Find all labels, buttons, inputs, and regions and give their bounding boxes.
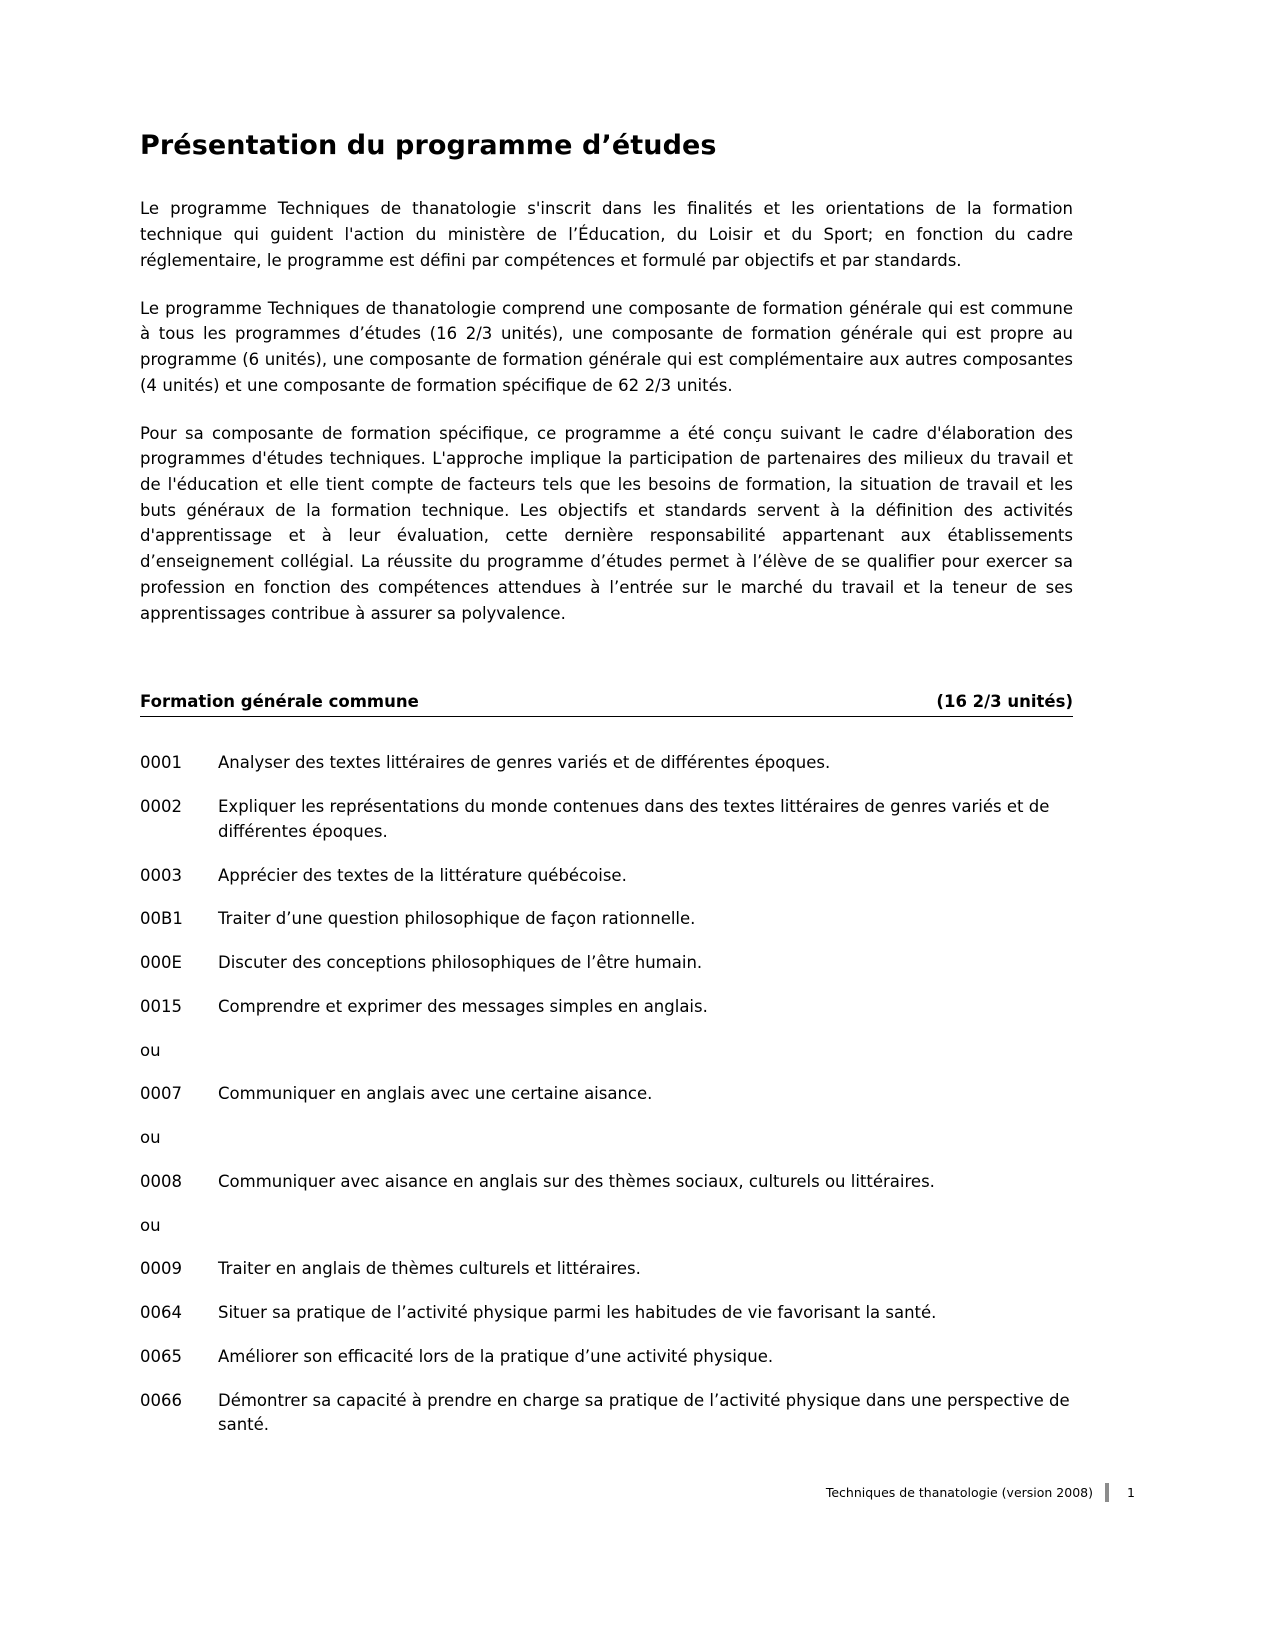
list-item-alternative-separator [140, 1039, 1073, 1064]
list-item-alternative-separator [140, 1126, 1073, 1151]
list-item [140, 1345, 1073, 1370]
list-item-alternative-separator [140, 1214, 1073, 1239]
competency-code: 0064 [140, 1303, 182, 1323]
footer-divider [1105, 1483, 1109, 1502]
competency-text: Améliorer son efficacité lors de la pratique d’une activité physique. [218, 1346, 774, 1366]
page-number: 1 [1127, 1485, 1135, 1500]
competency-code: 0007 [140, 1084, 182, 1104]
section-units-label: (16 2/3 unités) [936, 692, 1073, 712]
list-item [140, 795, 1073, 845]
section-header-formation-generale-commune [140, 692, 1073, 717]
competency-code: 0003 [140, 865, 182, 885]
competency-code: 00B1 [140, 909, 183, 929]
alternative-label: ou [140, 1040, 161, 1060]
competency-text: Comprendre et exprimer des messages simples en anglais. [218, 996, 708, 1016]
competency-code: 0002 [140, 797, 182, 817]
competency-text: Analyser des textes littéraires de genres variés et de différentes époques. [218, 753, 831, 773]
list-item [140, 951, 1073, 976]
competency-code: 0008 [140, 1171, 182, 1191]
competency-text [218, 1214, 1073, 1239]
intro-paragraph-3: Pour sa composante de formation spécifique, ce programme a été conçu suivant le cadre d'élaboration des programmes d'études techniques. L'approche implique la participation de partenaires des milieux du travail et de l'éducation et elle tient compte de facteurs tels que les besoins de formation, la situation de travail et les buts généraux de la formation technique. Les objectifs et standards servent à la définition des activités d'apprentissage et à leur évaluation, cette dernière responsabilité appartenant aux établissements d’enseignement collégial. La réussite du programme d’études permet à l’élève de se qualifier pour exercer sa profession en fonction des compétences attendues à l’entrée sur le marché du travail et la teneur de ses apprentissages contribue à assurer sa polyvalence. [140, 423, 1073, 623]
list-item [140, 907, 1073, 932]
section-heading-label: Formation générale commune [140, 692, 419, 712]
list-item [140, 995, 1073, 1020]
competency-list [140, 751, 1073, 1438]
competency-code: 0066 [140, 1390, 182, 1410]
competency-text: Démontrer sa capacité à prendre en charge sa pratique de l’activité physique dans une perspective de santé. [218, 1390, 1070, 1435]
competency-text: Situer sa pratique de l’activité physique parmi les habitudes de vie favorisant la santé. [218, 1303, 937, 1323]
intro-paragraph-2: Le programme Techniques de thanatologie comprend une composante de formation générale qui est commune à tous les programmes d’études (16 2/3 unités), une composante de formation générale qui est propre au programme (6 unités), une composante de formation générale qui est complémentaire aux autres composantes (4 unités) et une composante de formation spécifique de 62 2/3 unités. [140, 298, 1073, 395]
competency-text: Discuter des conceptions philosophiques de l’être humain. [218, 953, 703, 973]
footer-document-label: Techniques de thanatologie (version 2008) [825, 1485, 1093, 1500]
competency-text: Communiquer en anglais avec une certaine aisance. [218, 1084, 653, 1104]
competency-code: 0009 [140, 1259, 182, 1279]
alternative-label: ou [140, 1215, 161, 1235]
competency-text [218, 1039, 1073, 1064]
competency-code: 0065 [140, 1346, 182, 1366]
competency-code: 000E [140, 953, 182, 973]
competency-code: 0001 [140, 753, 182, 773]
list-item [140, 1170, 1073, 1195]
competency-text: Traiter d’une question philosophique de façon rationnelle. [218, 909, 696, 929]
document-body [140, 130, 1073, 1457]
list-item [140, 1389, 1073, 1439]
intro-paragraph-1: Le programme Techniques de thanatologie s'inscrit dans les finalités et les orientations de la formation technique qui guident l'action du ministère de l’Éducation, du Loisir et du Sport; en fonction du cadre réglementaire, le programme est défini par compétences et formulé par objectifs et par standards. [140, 199, 1073, 270]
list-item [140, 864, 1073, 889]
competency-text: Communiquer avec aisance en anglais sur des thèmes sociaux, culturels ou littéraires. [218, 1171, 935, 1191]
competency-text: Traiter en anglais de thèmes culturels et littéraires. [218, 1259, 641, 1279]
competency-text [218, 1126, 1073, 1151]
list-item [140, 751, 1073, 776]
competency-text: Expliquer les représentations du monde contenues dans des textes littéraires de genres variés et de différentes époques. [218, 797, 1050, 841]
competency-code: 0015 [140, 996, 182, 1016]
alternative-label: ou [140, 1128, 161, 1148]
list-item [140, 1257, 1073, 1282]
list-item [140, 1082, 1073, 1107]
page-title: Présentation du programme d’études [140, 130, 717, 161]
list-item [140, 1301, 1073, 1326]
page-footer [140, 1483, 1135, 1502]
competency-text: Apprécier des textes de la littérature québécoise. [218, 865, 627, 885]
